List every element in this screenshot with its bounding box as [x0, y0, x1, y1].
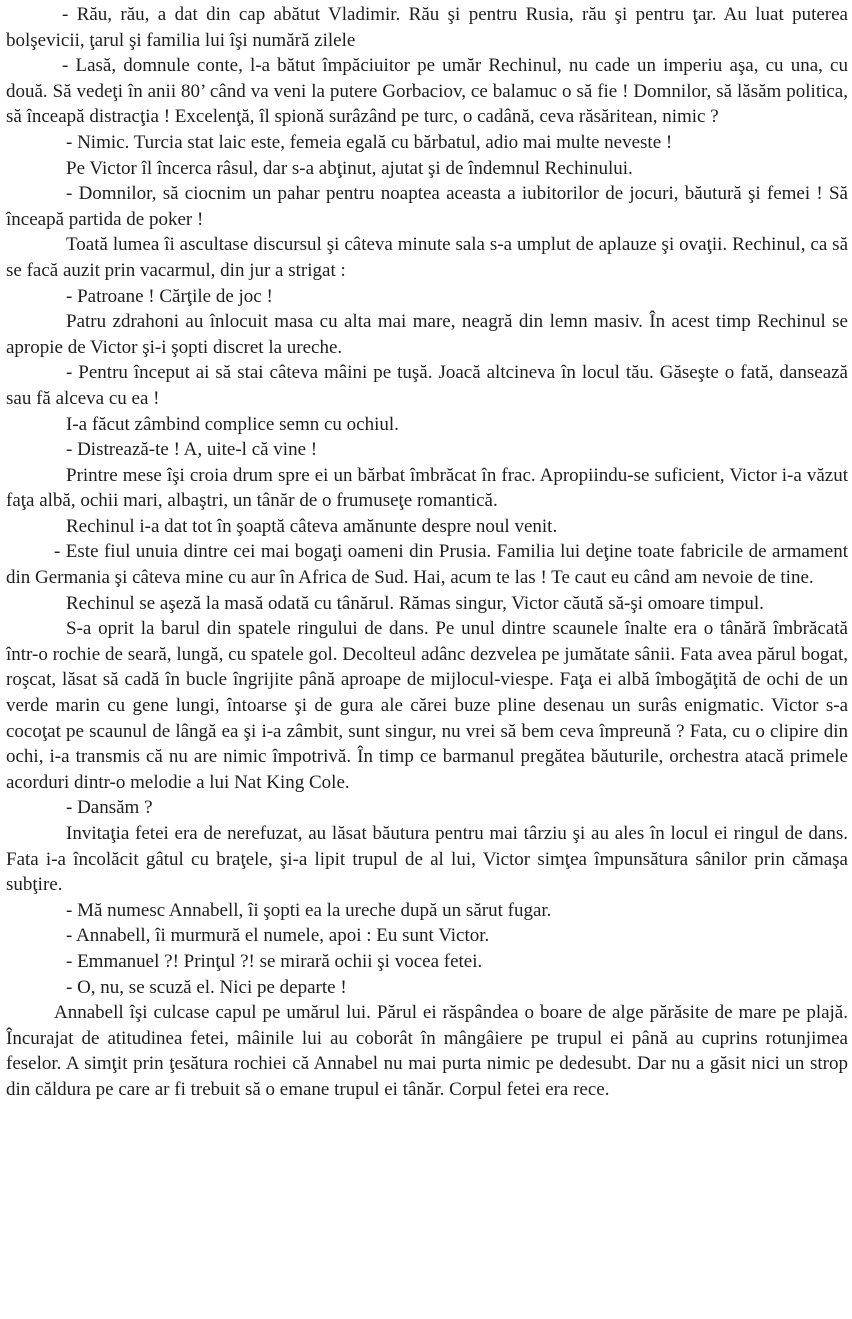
paragraph-18: Invitaţia fetei era de nerefuzat, au lăsat băutura pentru mai târziu şi au ales în locul ei ringul de dans. Fata i-a încolăcit gâtul cu braţele, şi-a lipit trupul de al lui, Victor simţea împunsătura sânilor prin cămaşa subţire. — [6, 823, 848, 896]
paragraph-3: - Nimic. Turcia stat laic este, femeia egală cu bărbatul, adio mai multe neveste ! — [66, 131, 673, 153]
paragraph-2: - Lasă, domnule conte, l-a bătut împăciuitor pe umăr Rechinul, nu cade un imperiu aşa, cu una, cu două. Să vedeţi în anii 80’ când va veni la putere Gorbaciov, ce balamuc o să fie ! Domnilor, să lăsăm politica, să înceapă distracţia ! Excelenţă, îl spionă surâzând pe turc, o cadână, ceva răsăritean, nimic ? — [6, 55, 848, 128]
paragraph-5: - Domnilor, să ciocnim un pahar pentru noaptea aceasta a iubitorilor de jocuri, băutură şi femei ! Să înceapă partida de poker ! — [6, 183, 848, 230]
paragraph-9: - Pentru început ai să stai câteva mâini pe tuşă. Joacă altcineva în locul tău. Găseşte o fată, dansează sau fă alceva cu ea ! — [6, 362, 848, 409]
paragraph-13: Rechinul i-a dat tot în şoaptă câteva amănunte despre noul venit. — [66, 515, 558, 537]
paragraph-21: - Emmanuel ?! Prinţul ?! se mirară ochii şi vocea fetei. — [66, 950, 483, 972]
paragraph-17: - Dansăm ? — [66, 797, 153, 819]
paragraph-16: S-a oprit la barul din spatele ringului de dans. Pe unul dintre scaunele înalte era o tânără îmbrăcată într-o rochie de seară, lungă, cu spatele gol. Decolteul adânc dezvelea pe jumătate sânii. Fata avea părul bogat, roşcat, lăsat să cadă în bucle îngrijite până aproape de mijlocul-viespe. Faţa ei albă îmbogăţită de ochi de un verde marin cu gene lungi, întoarse şi de gura ale cărei buze pline desenau un surâs enigmatic. Victor s-a cocoţat pe scaunul de lângă ea şi i-a zâmbit, sunt singur, nu vrei să bem ceva împreună ? Fata, cu o clipire din ochi, i-a transmis că nu are nimic împotrivă. În timp ce barmanul pregătea băuturile, orchestra atacă primele acorduri dintr-o melodie a lui Nat King Cole. — [6, 618, 848, 793]
paragraph-8: Patru zdrahoni au înlocuit masa cu alta mai mare, neagră din lemn masiv. În acest timp Rechinul se apropie de Victor şi-i şopti discret la ureche. — [6, 311, 848, 358]
paragraph-10: I-a făcut zâmbind complice semn cu ochiul. — [66, 413, 399, 435]
paragraph-14: - Este fiul unuia dintre cei mai bogaţi oameni din Prusia. Familia lui deţine toate fabricile de armament din Germania şi câteva mine cu aur în Africa de Sud. Hai, acum te las ! Te caut eu când am nevoie de tine. — [6, 541, 848, 589]
paragraph-23: Annabell îşi culcase capul pe umărul lui. Părul ei răspândea o boare de alge părăsite de mare pe plajă. Încurajat de atitudinea fetei, mâinile lui au coborât în mângâiere pe trupul ei până au cuprins rotunjimea feselor. A simţit prin ţesătura rochiei că Annabel nu mai purta nimic pe dedesubt. Dar nu a găsit nici un strop din căldura pe care ar fi trebuit să o emane trupul ei tânăr. Corpul fetei era rece. — [6, 1002, 848, 1100]
paragraph-20: - Annabell, îi murmură el numele, apoi : Eu sunt Victor. — [66, 925, 490, 947]
paragraph-11: - Distrează-te ! A, uite-l că vine ! — [66, 439, 318, 461]
paragraph-19: - Mă numesc Annabell, îi şopti ea la ureche după un sărut fugar. — [66, 899, 552, 921]
paragraph-7: - Patroane ! Cărţile de joc ! — [66, 285, 273, 307]
paragraph-1: - Rău, rău, a dat din cap abătut Vladimir. Rău şi pentru Rusia, rău şi pentru ţar. Au luat puterea bolşevicii, ţarul şi familia lui îşi numără zilele — [6, 4, 848, 51]
paragraph-6: Toată lumea îi ascultase discursul şi câteva minute sala s-a umplut de aplauze şi ovaţii. Rechinul, ca să se facă auzit prin vacarmul, din jur a strigat : — [6, 234, 848, 281]
paragraph-15: Rechinul se aşeză la masă odată cu tânărul. Rămas singur, Victor căută să-şi omoare timpul. — [66, 592, 764, 614]
paragraph-12: Printre mese îşi croia drum spre ei un bărbat îmbrăcat în frac. Apropiindu-se suficient, Victor i-a văzut faţa albă, ochii mari, albaştri, un tânăr de o frumuseţe romantică. — [6, 464, 848, 512]
paragraph-4: Pe Victor îl încerca râsul, dar s-a abţinut, ajutat şi de îndemnul Rechinului. — [66, 157, 633, 179]
paragraph-22: - O, nu, se scuză el. Nici pe departe ! — [66, 976, 347, 998]
